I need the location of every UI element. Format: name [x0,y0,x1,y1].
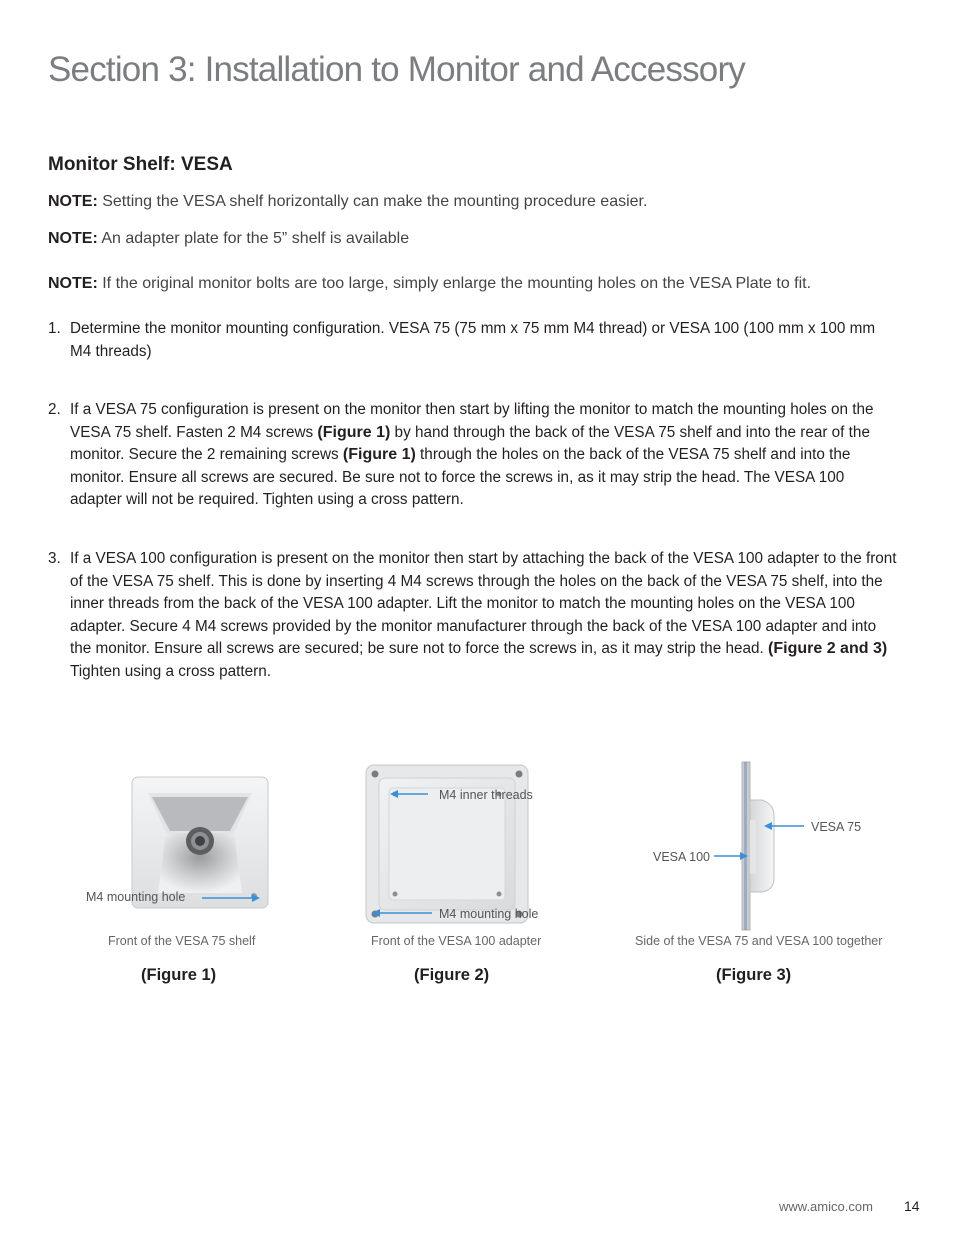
figure-2-caption: Front of the VESA 100 adapter [371,934,542,948]
step-text [70,548,900,683]
note-label: NOTE: [48,230,98,247]
callout-vesa-75: VESA 75 [811,820,862,834]
step-number: 1. [48,320,61,337]
arrow-icon [200,892,260,904]
figure-3-image [730,760,780,932]
note-2 [48,230,409,248]
figure-2-label: (Figure 2) [414,966,490,984]
figure-3-label: (Figure 3) [716,966,792,984]
step-text-part: Tighten using a cross pattern. [70,662,271,680]
step-2 [48,399,900,512]
step-text-part: If a VESA 75 configuration is present on the monitor then start by lifting the monitor to match the mounting holes on the VESA 75 shelf. Fasten 2 M4 screws [70,401,874,441]
page-number: 14 [904,1198,920,1214]
figure-reference: (Figure 1) [317,423,391,441]
step-text-part: Determine the monitor mounting configuration. VESA 75 (75 mm x 75 mm M4 thread) or VESA 100 (100 mm x 100 mm M4 threads) [70,320,876,360]
note-3 [48,275,811,293]
section-title: Section 3: Installation to Monitor and Accessory [48,50,745,89]
callout-m4-mounting-hole: M4 mounting hole [439,907,539,921]
note-text: Setting the VESA shelf horizontally can make the mounting procedure easier. [97,193,648,210]
figure-reference: (Figure 2 and 3) [768,640,888,657]
step-3 [48,548,900,683]
step-text-part: through the holes on the back of the VESA 75 shelf and into the monitor. Ensure all screws are secured. Be sure not to force the screws in, as it may strip the head. The VESA 100 adapter will not be required. Tighten using a cross pattern. [70,446,851,508]
step-text [70,318,900,363]
note-text: If the original monitor bolts are too large, simply enlarge the mounting holes on the VESA Plate to fit. [97,275,812,292]
arrow-icon [712,850,748,862]
note-1 [48,193,647,211]
step-text [70,399,900,512]
note-text: An adapter plate for the 5” shelf is available [97,230,410,247]
figure-1-label: (Figure 1) [141,966,217,984]
step-number: 3. [48,550,61,567]
note-label: NOTE: [48,193,98,210]
subheading: Monitor Shelf: VESA [48,154,233,175]
callout-vesa-100: VESA 100 [653,850,710,864]
step-number: 2. [48,401,61,418]
footer-url[interactable]: www.amico.com [779,1199,873,1214]
figure-3-caption: Side of the VESA 75 and VESA 100 together [635,934,883,948]
step-1 [48,318,900,363]
arrow-icon [390,788,430,800]
figure-reference: (Figure 1) [342,446,416,463]
callout-m4-mounting-hole: M4 mounting hole [86,890,186,904]
callout-m4-inner-threads: M4 inner threads [439,788,533,802]
arrow-icon [372,907,434,919]
step-text-part: If a VESA 100 configuration is present on the monitor then start by attaching the back of the VESA 100 adapter to the front of the VESA 75 shelf. This is done by inserting 4 M4 screws through the holes on the back of the VESA 75 shelf, into the inner threads from the back of the VESA 100 adapter. Lift the monitor to match the mounting holes on the VESA 100 adapter. Secure 4 M4 screws provided by the monitor manufacturer through the back of the VESA 100 adapter and into the monitor. Ensure all screws are secured; be sure not to force the screws in, as it may strip the head. [70,550,897,657]
note-label: NOTE: [48,275,98,292]
arrow-icon [764,820,806,832]
figure-1-caption: Front of the VESA 75 shelf [108,934,256,948]
step-text-part: by hand through the back of the VESA 75 shelf and into the rear of the monitor. Secure the 2 remaining screws [70,423,870,463]
